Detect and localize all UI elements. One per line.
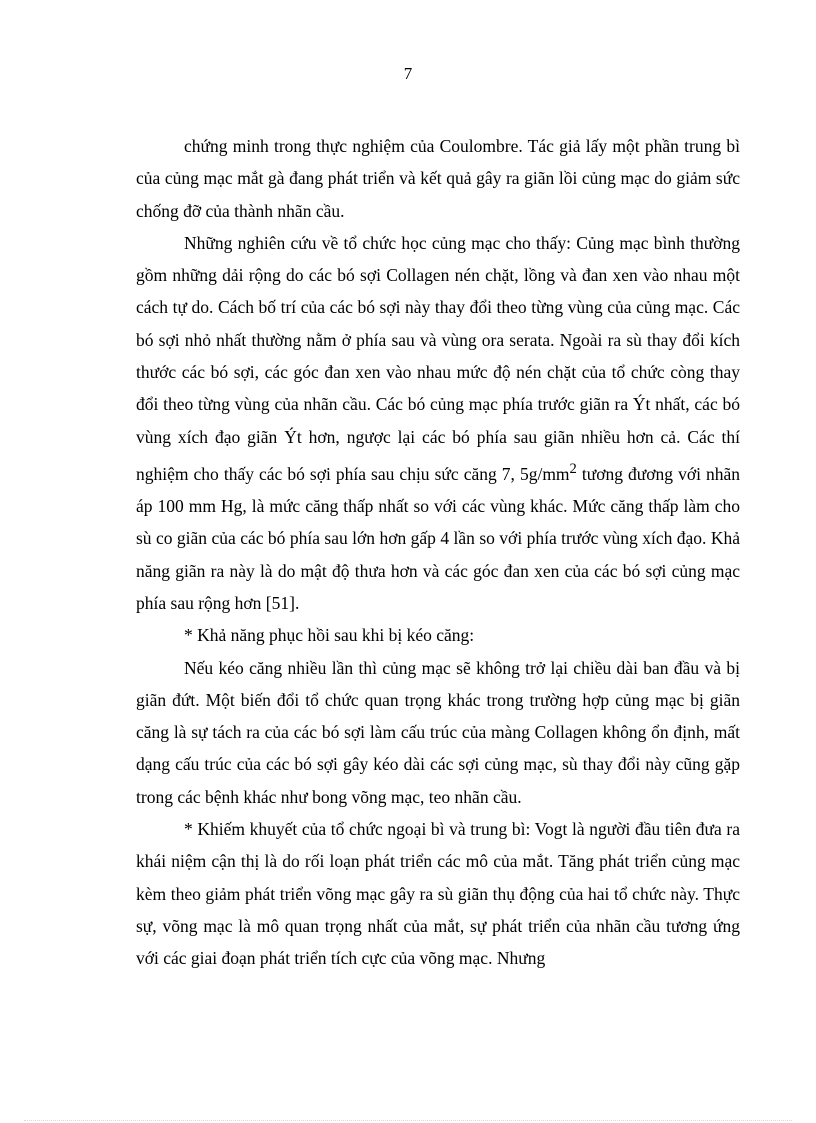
paragraph-histology <box>136 227 740 619</box>
paragraph-histology-text-before: Những nghiên cứu về tổ chức học củng mạc cho thấy: Củng mạc bình thường gồm những dải rộng do các bó sợi Collagen nén chặt, lồng và đan xen vào nhau một cách tự do. Cách bố trí của các bó sợi này thay đổi theo từng vùng của củng mạc. Các bó sợi nhỏ nhất thường nằm ở phía sau và vùng ora serata. Ngoài ra sù thay đổi kích thước các bó sợi, các góc đan xen vào nhau mức độ nén chặt của tổ chức còng thay đổi theo từng vùng của nhãn cầu. Các bó củng mạc phía trước giãn ra Ýt nhất, các bó vùng xích đạo giãn Ýt hơn, ngược lại các bó phía sau giãn nhiều hơn cả. Các thí nghiệm cho thấy các bó sợi phía sau chịu sức căng 7, 5g/mm <box>136 232 740 484</box>
paragraph-histology-text-after: tương đương với nhãn áp 100 mm Hg, là mức căng thấp nhất so với các vùng khác. Mức căng thấp làm cho sù co giãn của các bó phía sau lớn hơn gấp 4 lần so với phía trước vùng xích đạo. Khả năng giãn ra này là do mật độ thưa hơn và các góc đan xen của các bó sợi củng mạc phía sau rộng hơn [51]. <box>136 463 740 613</box>
paragraph-recovery: Nếu kéo căng nhiều lần thì củng mạc sẽ không trở lại chiều dài ban đầu và bị giãn đứt. Một biến đổi tổ chức quan trọng khác trong trường hợp củng mạc bị giãn căng là sự tách ra của các bó sợi làm cấu trúc của màng Collagen không ổn định, mất dạng cấu trúc của các bó sợi gây kéo dài các sợi củng mạc, sù thay đổi này cũng gặp trong các bệnh khác như bong võng mạc, teo nhãn cầu. <box>136 657 740 807</box>
paragraph-recovery-heading: * Khả năng phục hồi sau khi bị kéo căng: <box>184 625 475 646</box>
page-number: 7 <box>403 64 413 83</box>
paragraph-defects: * Khiếm khuyết của tổ chức ngoại bì và trung bì: Vogt là người đầu tiên đưa ra khái niệm cận thị là do rối loạn phát triển các mô của mắt. Tăng phát triển củng mạc kèm theo giảm phát triển võng mạc gây ra sù giãn thụ động của hai tổ chức này. Thực sự, võng mạc là mô quan trọng nhất của mắt, sự phát triển của nhãn cầu tương ứng với các giai đoạn phát triển tích cực của võng mạc. Nhưng <box>136 819 740 969</box>
document-body <box>136 130 740 975</box>
superscript-exponent: 2 <box>569 460 577 477</box>
paragraph-continuation: chứng minh trong thực nghiệm của Coulombre. Tác giả lấy một phần trung bì của củng mạc mắt gà đang phát triển và kết quả gây ra giãn lồi củng mạc do giảm sức chống đỡ của thành nhãn cầu. <box>136 136 740 221</box>
page-bottom-border <box>24 1120 792 1121</box>
